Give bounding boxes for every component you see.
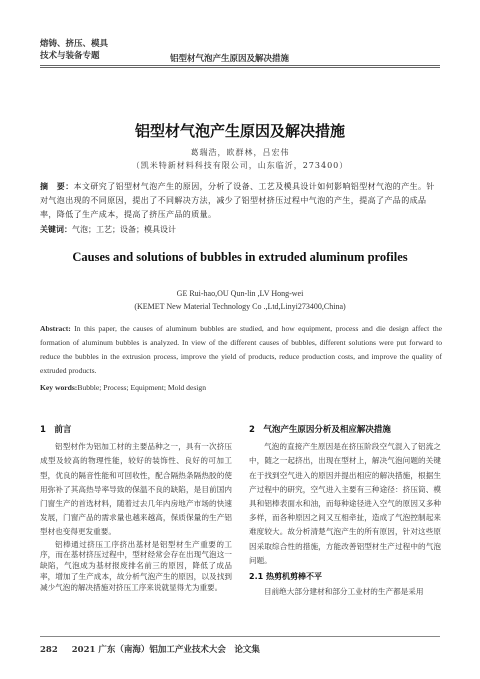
section-2-1-paragraph: 目前绝大部分建材和部分工业材的生产都是采用 bbox=[264, 587, 424, 597]
column-right bbox=[249, 423, 441, 599]
authors-cn: 葛瑞浩，欧群林，吕宏伟 bbox=[190, 148, 290, 157]
abstract-en-text: In this paper, the causes of aluminum bubbles are studied, and how equipment, process and die design affect the formation of aluminum bubbles is analyzed. In view of the different causes of bubbles, different solutions were put forward to reduce the bubbles in the extrusion process, improve the yield of products, reduce production costs, and improve the quality of extruded products. bbox=[40, 324, 442, 375]
keywords-cn-label: 关键词： bbox=[40, 225, 72, 234]
page-footer bbox=[40, 643, 260, 655]
header-divider-bottom bbox=[40, 67, 440, 68]
running-header-topic-line1: 熔铸、挤压、模具 bbox=[40, 39, 109, 49]
authors-en: GE Rui-hao,OU Qun-lin ,LV Hong-wei bbox=[176, 289, 304, 298]
footer-divider bbox=[40, 636, 440, 637]
keywords-en bbox=[40, 383, 440, 392]
paper-title-cn: 铝型材气泡产生原因及解决措施 bbox=[134, 122, 345, 140]
affiliation-cn: （凯米特新材料科技有限公司，山东临沂，273400） bbox=[131, 161, 349, 170]
keywords-cn-text: 气泡；工艺；设备；模具设计 bbox=[72, 225, 176, 234]
abstract-en bbox=[40, 322, 442, 378]
abstract-en-label: Abstract: bbox=[40, 324, 71, 333]
abstract-cn bbox=[40, 180, 440, 222]
paper-title-en: Causes and solutions of bubbles in extruded aluminum profiles bbox=[72, 250, 408, 264]
section-1-heading: 1 前言 bbox=[40, 425, 72, 435]
section-1-paragraph-1: 铝型材作为铝加工材的主要品种之一，具有一次挤压成型及较高的物理性能，较好的装饰性、良好的可加工型，优良的隔音性能和可回收性，配合隔热条隔热胶的使用弥补了其高热导率导致的保温不良的缺陷，是目前国内门窗生产的首选材料，随着过去几年内房地产市场的快速发展，门窗产品的需求量也越来越高，保质保量的生产铝型材也变得更发重要。 bbox=[40, 442, 232, 537]
running-header-title: 铝型材气泡产生原因及解决措施 bbox=[170, 54, 290, 64]
section-1-paragraph-2: 铝棒通过挤压工序挤出基材是铝型材生产重要的工序，而在基材挤压过程中，型材经常会存在出现气泡这一缺陷，气泡成为基材报废排名前三的原因，降低了成品率，增加了生产成本，故分析气泡产生的原因，以及找到减少气泡的解决措施对挤压工序来说就显得尤为重要。 bbox=[40, 539, 232, 592]
section-2-heading: 2 气泡产生原因分析及相应解决措施 bbox=[249, 425, 391, 435]
keywords-en-label: Key words: bbox=[40, 383, 78, 392]
keywords-en-text: Bubble; Process; Equipment; Mold design bbox=[77, 383, 207, 392]
abstract-cn-label: 摘 要： bbox=[40, 182, 74, 191]
column-left bbox=[40, 423, 232, 594]
footer-proceedings: 2021 广东（南海）铝加工产业技术大会 论文集 bbox=[71, 645, 260, 655]
section-2-1-heading: 2.1 热剪机剪棒不平 bbox=[249, 572, 322, 582]
page-number: 282 bbox=[40, 645, 58, 655]
running-header-topic-line2: 技术与装备专题 bbox=[40, 51, 100, 61]
keywords-cn bbox=[40, 224, 440, 235]
affiliation-en: (KEMET New Material Technology Co .,Ltd,Linyi273400,China) bbox=[134, 302, 346, 311]
section-2-paragraph-1: 气泡的直接产生原因是在挤压阶段空气混入了铝流之中，随之一起挤出，出现在型材上，解决气泡问题的关键在于找到空气进入的原因并提出相应的解决措施，根据生产过程中的研究，空气进入主要有三种途径：挤压筒、模具和铝棒表面水和油，而每种途径进入空气的原因又多种多样，而各种原因之间又互相牵扯，造成了气泡控制起来难度较大。故分析清楚气泡产生的所有原因，针对这些原因采取综合性的措施，方能改善铝型材生产过程中的气泡问题。 bbox=[249, 442, 441, 565]
abstract-cn-text: 本文研究了铝型材气泡产生的原因，分析了设备、工艺及模具设计如何影响铝型材气泡的产生。针对气泡出现的不同原因，提出了不同解决方法，减少了铝型材挤压过程中气泡的产生，提高了产品的成品率，降低了生产成本，提高了挤压产品的质量。 bbox=[40, 182, 435, 219]
header-divider-top bbox=[40, 65, 440, 66]
running-header-topic bbox=[40, 38, 108, 62]
